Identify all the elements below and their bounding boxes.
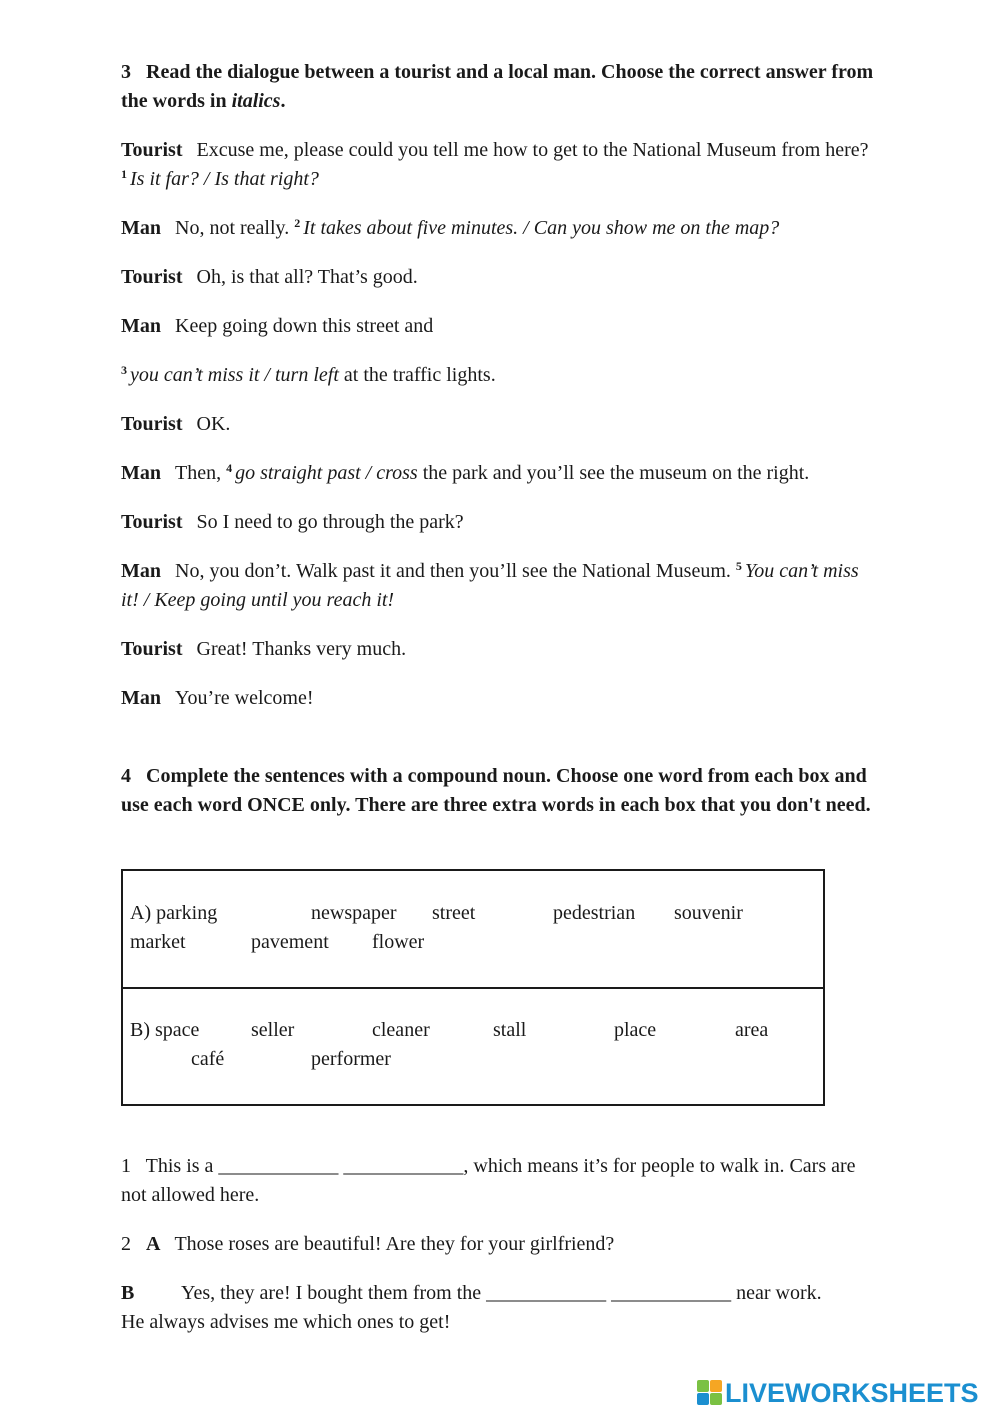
speaker-label: Man [121, 687, 161, 709]
word-box-b-item: place [614, 1019, 657, 1041]
liveworksheets-logo-icon [697, 1380, 723, 1406]
exercise-number: 4 [121, 765, 131, 787]
word-box-a-item: flower [372, 931, 425, 953]
speaker-label: Tourist [121, 139, 183, 161]
dialogue-line: Tourist So I need to go through the park? [121, 511, 464, 533]
speaker-label: Man [121, 217, 161, 239]
exercise-4-instruction: 4 Complete the sentences with a compound noun. Choose one word from each box and use each word ONCE only. There are three extra words in each box that you don't need. [121, 765, 871, 816]
word-box-b-item: stall [493, 1019, 527, 1041]
sentence-2-b: B Yes, they are! I bought them from the ____________ ____________ near work. He always advises me which ones to get! [121, 1279, 841, 1337]
word-box-b [123, 988, 823, 1104]
speaker-label: Tourist [121, 638, 183, 660]
answer-options[interactable]: Is it far? / Is that right? [130, 168, 319, 190]
dialogue-line: Man Then, $^4$ go straight past / cross the park and you’ll see the museum on the right. [121, 461, 810, 484]
dialogue-line: Man No, you don’t. Walk past it and then you’ll see the National Museum. $^5$ You can’t miss it! / Keep going until you reach it! [121, 559, 859, 611]
answer-blank[interactable]: ____________ [218, 1155, 339, 1177]
word-box-a-item: pedestrian [553, 902, 636, 924]
answer-options[interactable]: It takes about five minutes. / Can you show me on the map? [303, 217, 780, 239]
answer-options[interactable]: you can’t miss it / turn left [130, 364, 339, 386]
word-box-a-item: A) parking [130, 902, 218, 924]
dialogue-line: Man You’re welcome! [121, 687, 314, 709]
word-box-b-item: café [191, 1048, 225, 1070]
dialogue-line: Man No, not really. $^2$ It takes about five minutes. / Can you show me on the map? [121, 216, 780, 239]
word-box-b-item: area [735, 1019, 769, 1041]
speaker-label: Man [121, 315, 161, 337]
word-box-a-item: newspaper [311, 902, 397, 924]
answer-blank[interactable]: ____________ [343, 1155, 464, 1177]
liveworksheets-logo[interactable] [697, 1378, 979, 1408]
word-box-table [121, 869, 825, 1106]
answer-blank[interactable]: ____________ [611, 1282, 732, 1304]
word-box-a [123, 871, 823, 989]
answer-options[interactable]: You can’t miss it! / Keep going until you reach it! [121, 560, 859, 611]
sentence-2-a: 2 A Those roses are beautiful! Are they for your girlfriend? [121, 1233, 615, 1255]
dialogue-line: Tourist Great! Thanks very much. [121, 638, 407, 660]
dialogue-line: $^3$ you can’t miss it / turn left at the traffic lights. [121, 363, 496, 386]
sentence-1: 1 This is a ____________ ____________, which means it’s for people to walk in. Cars are not allowed here. [121, 1155, 856, 1206]
word-box-a-item: souvenir [674, 902, 743, 924]
speaker-label: Man [121, 462, 161, 484]
speaker-label: A [146, 1233, 161, 1255]
dialogue-line: Tourist OK. [121, 413, 231, 435]
word-box-a-item: street [432, 902, 476, 924]
dialogue-line: Tourist Oh, is that all? That’s good. [121, 266, 418, 288]
word-box-b-item: cleaner [372, 1019, 430, 1041]
speaker-label: B [121, 1282, 135, 1304]
speaker-label: Man [121, 560, 161, 582]
exercise-3-instruction: 3 Read the dialogue between a tourist and a local man. Choose the correct answer from the words in italics. [121, 61, 874, 112]
word-box-b-item: performer [311, 1048, 391, 1070]
word-box-a-item: market [130, 931, 186, 953]
speaker-label: Tourist [121, 413, 183, 435]
dialogue-line: Tourist Excuse me, please could you tell me how to get to the National Museum from here? $^1$ Is it far? / Is that right? [121, 139, 869, 190]
logo-text: LIVEWORKSHEETS [725, 1378, 979, 1408]
word-box-b-item: seller [251, 1019, 295, 1041]
dialogue-line: Man Keep going down this street and [121, 315, 434, 337]
word-box-a-item: pavement [251, 931, 329, 953]
word-box-b-item: B) space [130, 1019, 200, 1041]
exercise-number: 3 [121, 61, 131, 83]
speaker-label: Tourist [121, 511, 183, 533]
answer-blank[interactable]: ____________ [486, 1282, 607, 1304]
speaker-label: Tourist [121, 266, 183, 288]
answer-options[interactable]: go straight past / cross [235, 462, 418, 484]
